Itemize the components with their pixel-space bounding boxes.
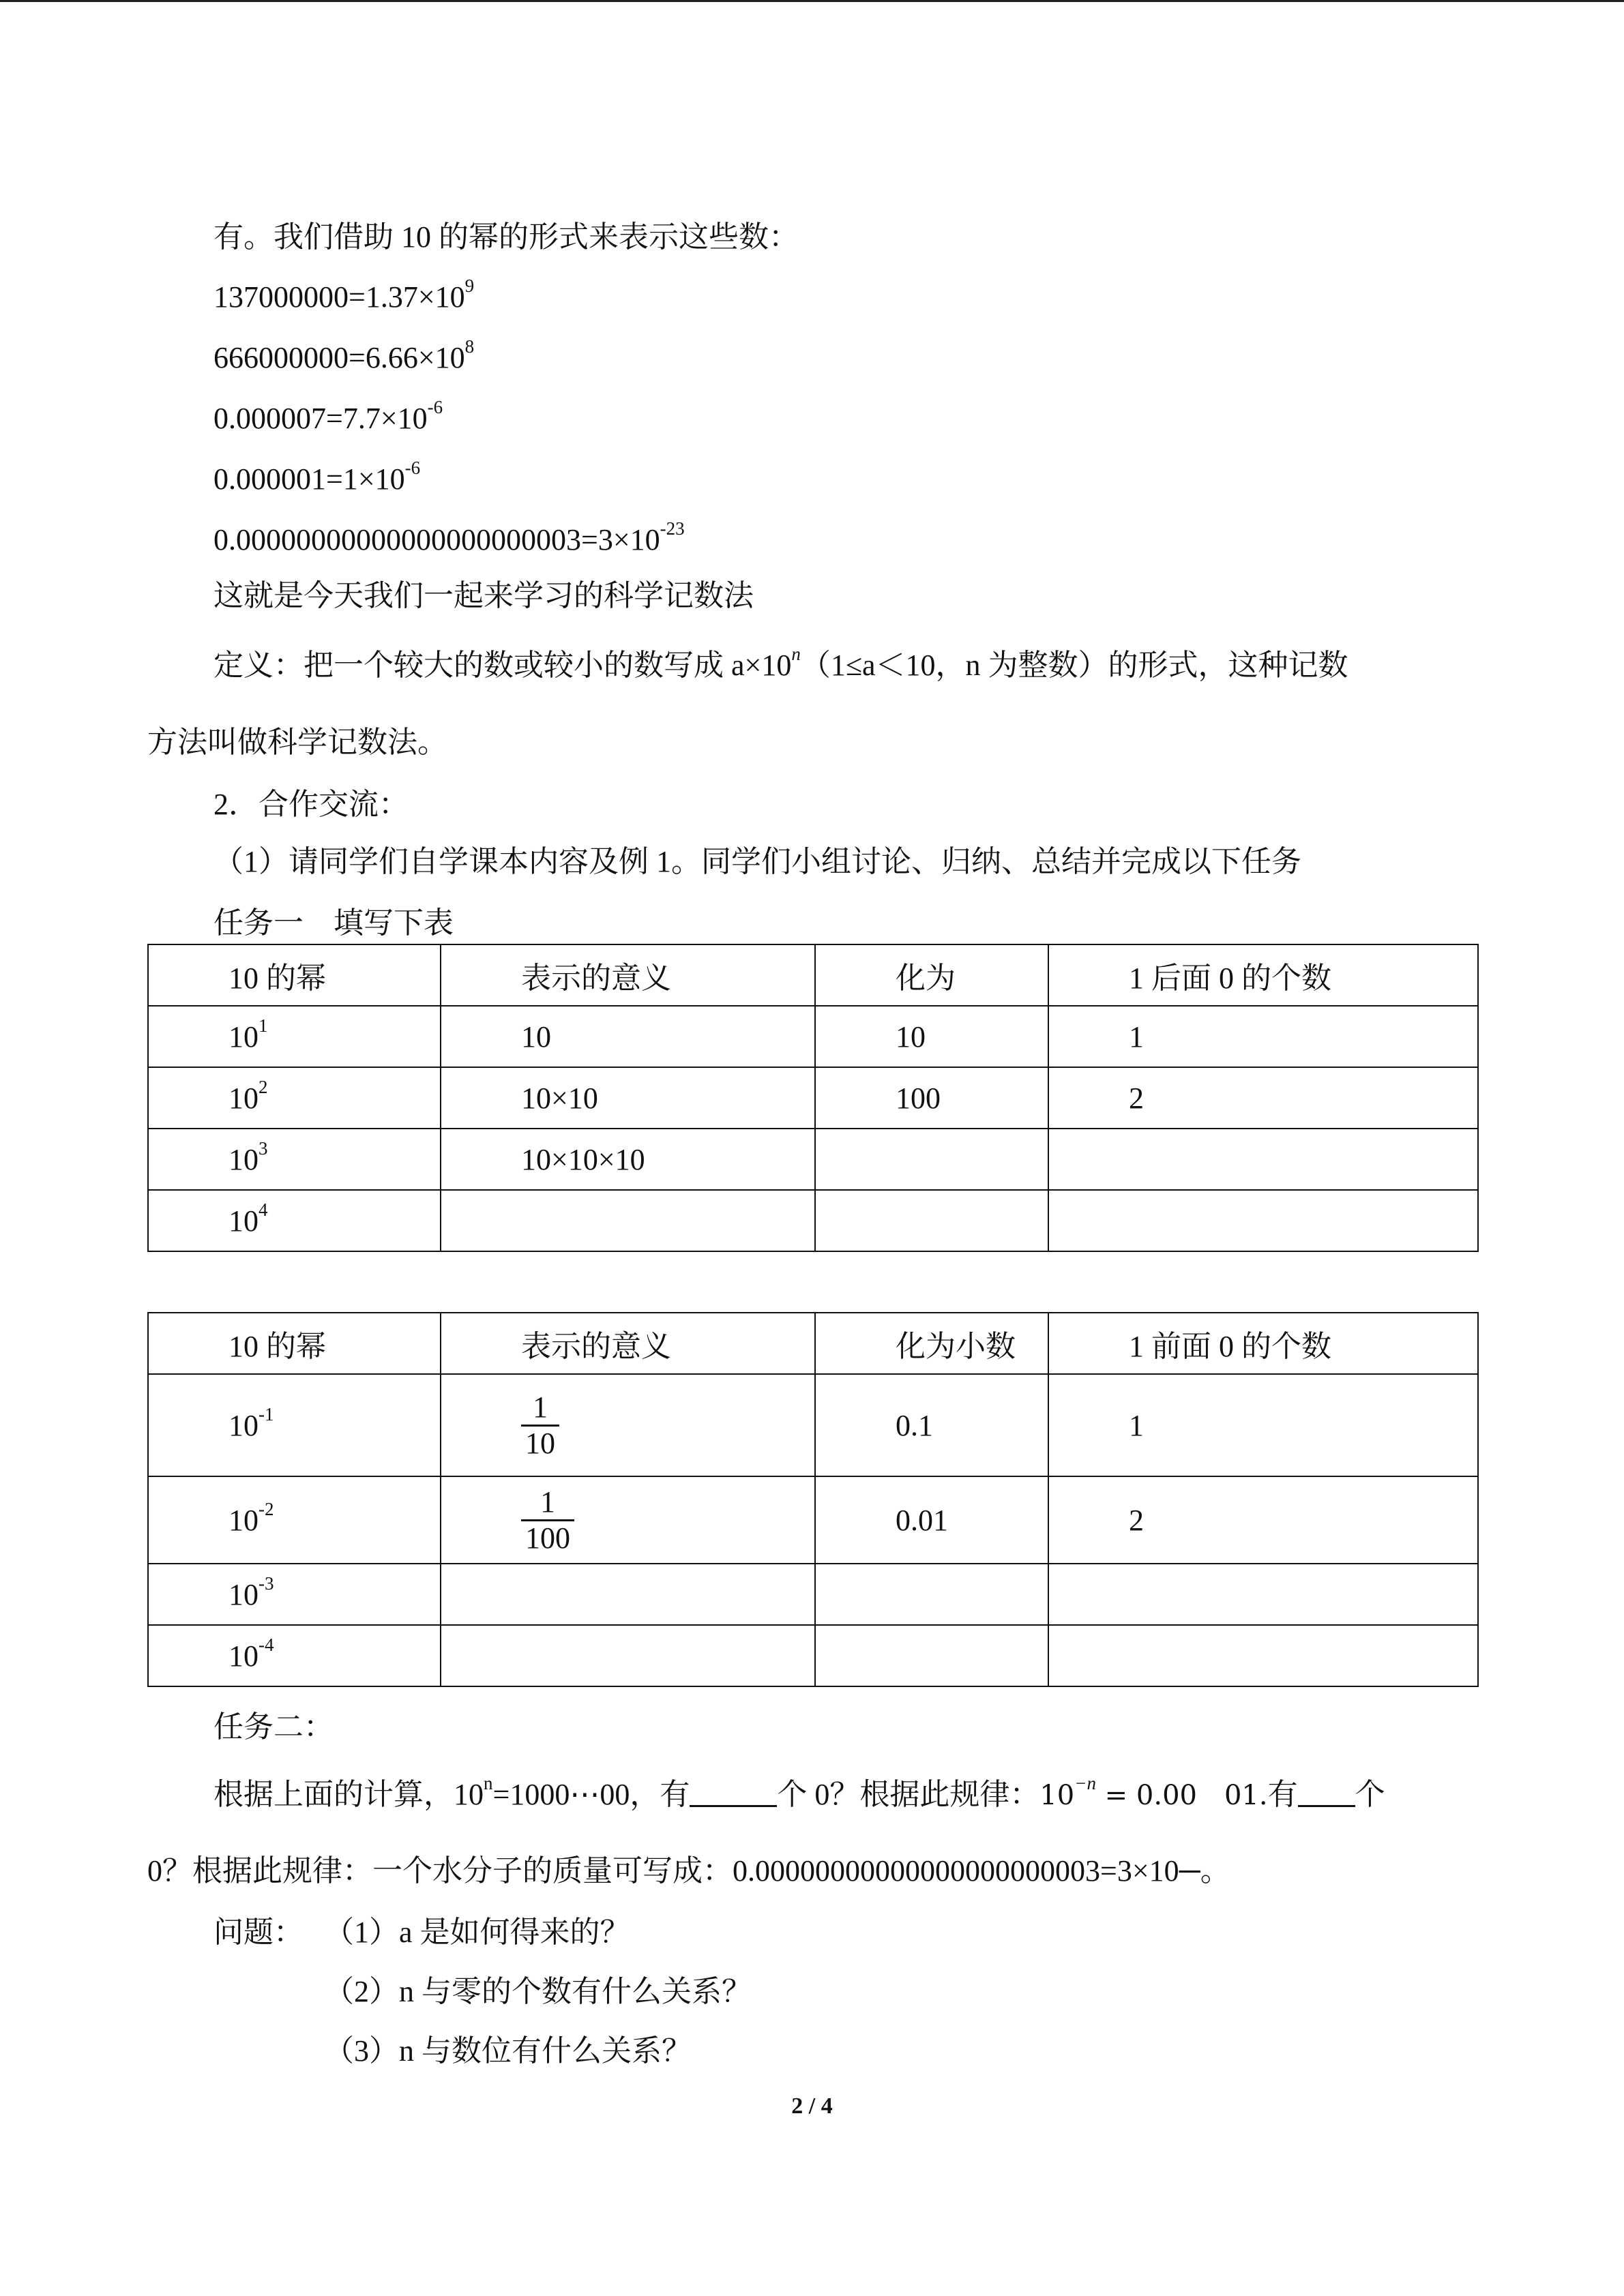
negative-powers-table (147, 1312, 1479, 1687)
power-cell: $10^{-1}$ (228, 1403, 274, 1442)
answer-blank-2[interactable] (1298, 1776, 1355, 1807)
decimal-cell: 0.1 (896, 1408, 933, 1442)
fraction: $\frac{1}{100}$ (521, 1485, 574, 1555)
definition-line-1: 定义：把一个较大的数或较小的数写成 $a\times 10^n(1\le a<10$，n 为整数）的形式，这种记数 (213, 644, 1348, 682)
table-header-row (148, 1313, 1478, 1374)
intro-paragraph: 有。我们借助 10 的幂的形式来表示这些数： (213, 220, 799, 254)
fraction-cell (441, 1577, 814, 1612)
zeros-cell: 2 (1129, 1081, 1144, 1115)
meaning-cell: 10×10×10 (521, 1142, 645, 1176)
table-row (148, 1006, 1478, 1067)
fraction-cell (441, 1390, 814, 1461)
power-cell: $10^2$ (228, 1076, 268, 1115)
fraction-cell (441, 1639, 814, 1673)
task-intro: （1）请同学们自学课本内容及例 1。同学们小组讨论、归纳、总结并完成以下任务 (213, 845, 1301, 878)
header-value: 化为 (896, 961, 956, 995)
decimal-cell: 0.01 (896, 1503, 948, 1537)
value-cell: 100 (896, 1081, 941, 1115)
summary-text: 这就是今天我们一起来学习的科学记数法 (213, 579, 754, 612)
fraction-cell (441, 1485, 814, 1555)
section-heading: 2．合作交流： (213, 788, 409, 821)
zeros-cell: 1 (1129, 1408, 1144, 1442)
power-cell: $10^{-2}$ (228, 1498, 274, 1537)
header-power: 10 的幂 (228, 1330, 326, 1363)
table-row (148, 1564, 1478, 1625)
table-header-row (148, 944, 1478, 1006)
power-cell: $10^{-3}$ (228, 1572, 274, 1611)
task1-title: 任务一 填写下表 (213, 906, 454, 940)
powers-table (147, 944, 1479, 1252)
table-row (148, 1129, 1478, 1190)
table-row (148, 1476, 1478, 1564)
zeros-cell: 1 (1129, 1019, 1144, 1054)
equation-5: $0.00000000000000000000003=3\times 10^{-23}$ (213, 518, 685, 556)
equation-2: $666000000=6.66\times 10^8$ (213, 336, 475, 374)
page-number: 2 / 4 (791, 2093, 833, 2119)
power-cell: $10^3$ (228, 1137, 268, 1176)
task2-title: 任务二： (213, 1710, 334, 1744)
header-zeros: 1 前面 0 的个数 (1129, 1330, 1331, 1363)
header-decimal: 化为小数 (896, 1330, 1016, 1363)
meaning-cell: 10×10 (521, 1081, 598, 1115)
equation-1: $137000000=1.37\times 10^9$ (213, 275, 475, 314)
question-2: （2）n 与零的个数有什么关系？ (324, 1975, 752, 2008)
table-row (148, 1625, 1478, 1686)
value-cell: 10 (896, 1019, 926, 1054)
table-row (148, 1190, 1478, 1251)
answer-blank-1[interactable] (690, 1776, 777, 1807)
fraction: $\frac{1}{10}$ (521, 1390, 559, 1461)
header-zeros: 1 后面 0 的个数 (1129, 961, 1331, 995)
power-cell: $10^{-4}$ (228, 1634, 274, 1673)
header-meaning: 表示的意义 (521, 1330, 671, 1363)
meaning-cell: 10 (521, 1019, 551, 1054)
equation-3: $0.000007=7.7\times 10^{-6}$ (213, 397, 443, 435)
question-1: （1）a 是如何得来的？ (324, 1915, 630, 1949)
equation-4: $0.000001=1\times 10^{-6}$ (213, 458, 421, 496)
power-cell: $10^1$ (228, 1015, 268, 1054)
questions-label: 问题： (213, 1915, 304, 1949)
header-meaning: 表示的意义 (521, 961, 671, 995)
task2-line-2: 0？根据此规律：一个水分子的质量可写成：0.00000000000000000000003=3×10─。 (147, 1854, 1230, 1888)
table-row (148, 1374, 1478, 1476)
page-top-border (0, 0, 1624, 2)
table-row (148, 1067, 1478, 1129)
power-cell: $10^4$ (228, 1199, 268, 1238)
header-power: 10 的幂 (228, 961, 326, 995)
definition-line-2: 方法叫做科学记数法。 (147, 726, 447, 759)
question-3: （3）n 与数位有什么关系？ (324, 2034, 692, 2068)
task2-line-1: 根据上面的计算，$10^n=1000\cdots 00$，有 个 0？根据此规律：$10^{-n} = 0.00$ 01.有 个 (213, 1773, 1385, 1811)
zeros-cell: 2 (1129, 1503, 1144, 1537)
